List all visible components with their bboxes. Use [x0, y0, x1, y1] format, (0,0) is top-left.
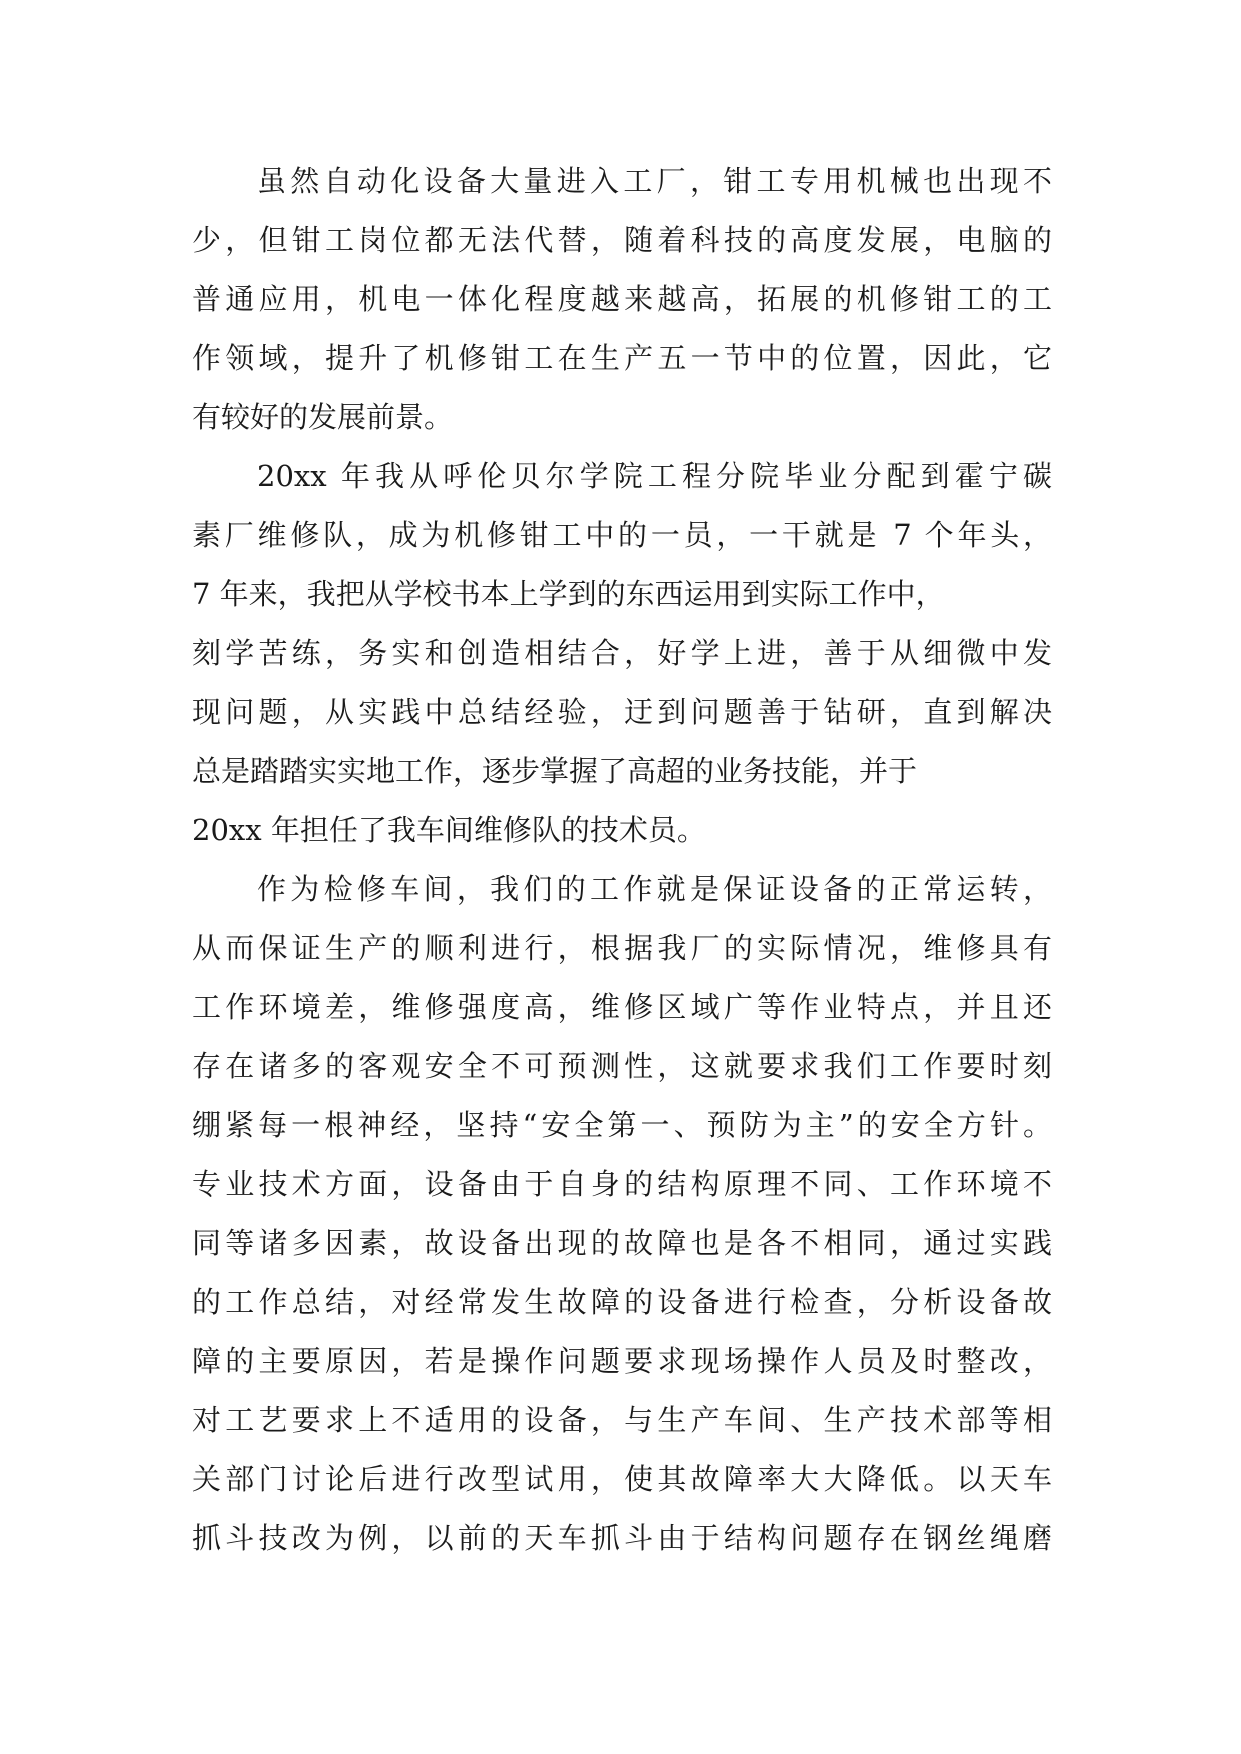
- text-line: 工作环境差，维修强度高，维修区域广等作业特点，并且还: [192, 990, 1052, 1024]
- text-line: 7 年来，我把从学校书本上学到的东西运用到实际工作中，: [192, 577, 945, 611]
- text-line: 20xx 年我从呼伦贝尔学院工程分院毕业分配到霍宁碳: [257, 459, 1052, 493]
- text-line: 现问题，从实践中总结经验，迂到问题善于钻研，直到解决: [192, 695, 1052, 729]
- text-line: 关部门讨论后进行改型试用，使其故障率大大降低。以天车: [192, 1462, 1052, 1496]
- text-line: 有较好的发展前景。: [192, 400, 454, 434]
- text-line: 20xx 年担任了我车间维修队的技术员。: [192, 813, 706, 847]
- text-line: 障的主要原因，若是操作问题要求现场操作人员及时整改，: [192, 1344, 1052, 1378]
- text-line: 素厂维修队，成为机修钳工中的一员，一干就是 7 个年头，: [192, 518, 1052, 552]
- text-line: 作为检修车间，我们的工作就是保证设备的正常运转，: [257, 872, 1052, 906]
- paragraph-3: [192, 860, 1052, 1568]
- document-body: [192, 152, 1052, 1568]
- text-line: 作领域，提升了机修钳工在生产五一节中的位置，因此，它: [192, 341, 1052, 375]
- text-line: 刻学苦练，务实和创造相结合，好学上进，善于从细微中发: [192, 636, 1052, 670]
- text-line: 抓斗技改为例，以前的天车抓斗由于结构问题存在钢丝绳磨: [192, 1521, 1052, 1555]
- text-line: 少，但钳工岗位都无法代替，随着科技的高度发展，电脑的: [192, 223, 1052, 257]
- paragraph-2: [192, 447, 1052, 860]
- text-line: 存在诸多的客观安全不可预测性，这就要求我们工作要时刻: [192, 1049, 1052, 1083]
- text-line: 普通应用，机电一体化程度越来越高，拓展的机修钳工的工: [192, 282, 1052, 316]
- text-line: 的工作总结，对经常发生故障的设备进行检查，分析设备故: [192, 1285, 1052, 1319]
- text-line: 从而保证生产的顺利进行，根据我厂的实际情况，维修具有: [192, 931, 1052, 965]
- text-line: 对工艺要求上不适用的设备，与生产车间、生产技术部等相: [192, 1403, 1052, 1437]
- text-line: 总是踏踏实实地工作，逐步掌握了高超的业务技能，并于: [192, 754, 918, 788]
- text-line: 绷紧每一根神经，坚持“安全第一、预防为主”的安全方针。: [192, 1108, 1052, 1142]
- paragraph-1: [192, 152, 1052, 447]
- text-line: 同等诸多因素，故设备出现的故障也是各不相同，通过实践: [192, 1226, 1052, 1260]
- text-line: 虽然自动化设备大量进入工厂，钳工专用机械也出现不: [257, 164, 1052, 198]
- text-line: 专业技术方面，设备由于自身的结构原理不同、工作环境不: [192, 1167, 1052, 1201]
